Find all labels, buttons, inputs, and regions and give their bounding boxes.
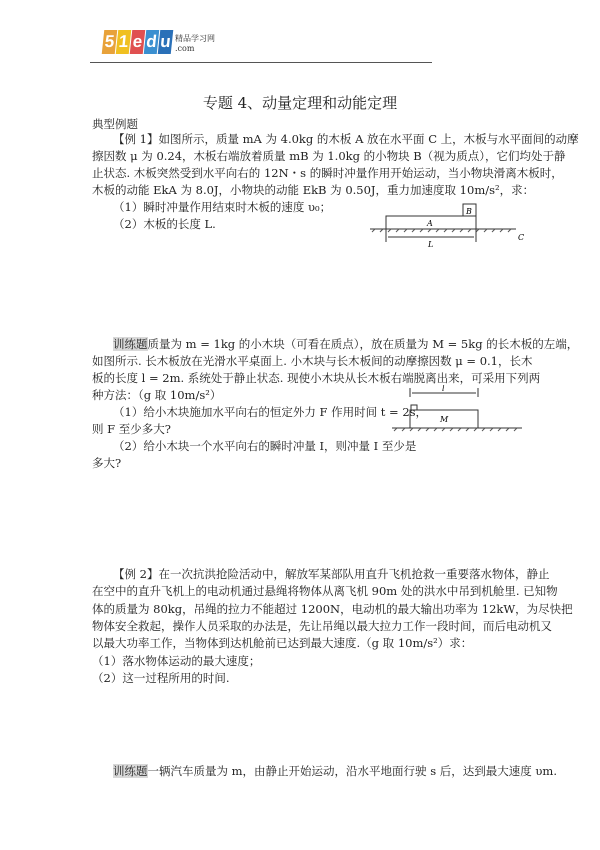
- practice-tag: 训练题: [113, 337, 148, 351]
- practice-1-line: 种方法：（g 取 10m/s²）: [92, 388, 222, 402]
- logo-text: [175, 34, 215, 54]
- example-2-question-2: （2）这一过程所用的时间.: [92, 671, 230, 685]
- example-1-line: 止状态. 木板突然受到水平向右的 12N・s 的瞬时冲量作用开始运动，当小物块滑离木板时，: [92, 166, 563, 180]
- practice-1-line-0: [113, 337, 578, 351]
- label-c: C: [518, 233, 525, 242]
- page-title: 专题 4、动量定理和动能定理: [202, 94, 398, 112]
- practice-2-text: 一辆汽车质量为 m，由静止开始运动，沿水平地面行驶 s 后，达到最大速度 υm.: [147, 764, 557, 778]
- practice-1-line: 板的长度 l = 2m. 系统处于静止状态. 现使小木块从长木板右端脱离出来，可采用下列两: [92, 371, 541, 385]
- example-2-question-1: （1）落水物体运动的最大速度；: [92, 654, 261, 668]
- practice-1-question-1: （1）给小木块施加水平向右的恒定外力 F 作用时间 t = 2s，: [113, 405, 428, 419]
- header-rule: [90, 62, 432, 63]
- example-1-question-2: （2）木板的长度 L.: [113, 217, 216, 231]
- example-1-question-1: （1）瞬时冲量作用结束时木板的速度 υ₀；: [113, 200, 332, 214]
- logo-site-name: 精品学习网: [175, 34, 215, 43]
- logo-char: d: [144, 30, 160, 54]
- label-l: L: [428, 240, 434, 248]
- logo-char: 5: [102, 30, 118, 54]
- logo-domain: .com: [175, 44, 195, 53]
- example-1-line: 【例 1】如图所示，质量 mA 为 4.0kg 的木板 A 放在水平面 C 上，木板与水平面间的动摩: [113, 132, 579, 146]
- practice-tag: 训练题: [113, 764, 148, 778]
- example-1-line: 擦因数 μ 为 0.24，木板右端放着质量 mB 为 1.0kg 的小物块 B（视为质点），它们均处于静: [92, 149, 566, 163]
- practice-1-line: 多大?: [92, 456, 122, 470]
- example-2-line: 物体安全救起，操作人员采取的办法是，先让吊绳以最大拉力工作一段时间，而后电动机又: [92, 619, 552, 633]
- section-heading: 典型例题: [92, 117, 138, 131]
- example-2-line: 以最大功率工作，当物体到达机舱前已达到最大速度.（g 取 10m/s²）求：: [92, 636, 473, 650]
- label-b: B: [466, 207, 472, 216]
- logo-char: e: [130, 30, 146, 54]
- example-1-line: 木板的动能 EkA 为 8.0J，小物块的动能 EkB 为 0.50J，重力加速度取 10m/s²，求：: [92, 183, 535, 197]
- practice-1-question-2: （2）给小木块一个水平向右的瞬时冲量 I，则冲量 I 至少是: [113, 439, 417, 453]
- board-block-diagram-2: [390, 385, 525, 440]
- example-2-line: 在空中的直升飞机上的电动机通过悬绳将物体从离飞机 90m 处的洪水中吊到机舱里. 已知物: [92, 584, 558, 598]
- label-a: A: [427, 219, 433, 228]
- practice-1-line: 如图所示. 长木板放在光滑水平桌面上. 小木块与长木板间的动摩擦因数 μ = 0.1，长木: [92, 354, 533, 368]
- example-2-line: 体的质量为 80kg，吊绳的拉力不能超过 1200N，电动机的最大输出功率为 12kW，为尽快把: [92, 602, 573, 616]
- logo-char: 1: [116, 30, 132, 54]
- example-2-line: 【例 2】在一次抗洪抢险活动中，解放军某部队用直升飞机抢救一重要落水物体，静止: [113, 567, 550, 581]
- practice-1-text: 质量为 m = 1kg 的小木块（可看在质点），放在质量为 M = 5kg 的长木板的左端，: [147, 337, 579, 351]
- site-logo: [103, 30, 215, 54]
- label-m: M: [440, 415, 449, 424]
- label-l: l: [442, 385, 445, 393]
- practice-2: [113, 764, 557, 778]
- practice-1-line: 则 F 至少多大?: [92, 422, 171, 436]
- logo-char: u: [158, 30, 174, 54]
- board-block-diagram: [368, 198, 528, 248]
